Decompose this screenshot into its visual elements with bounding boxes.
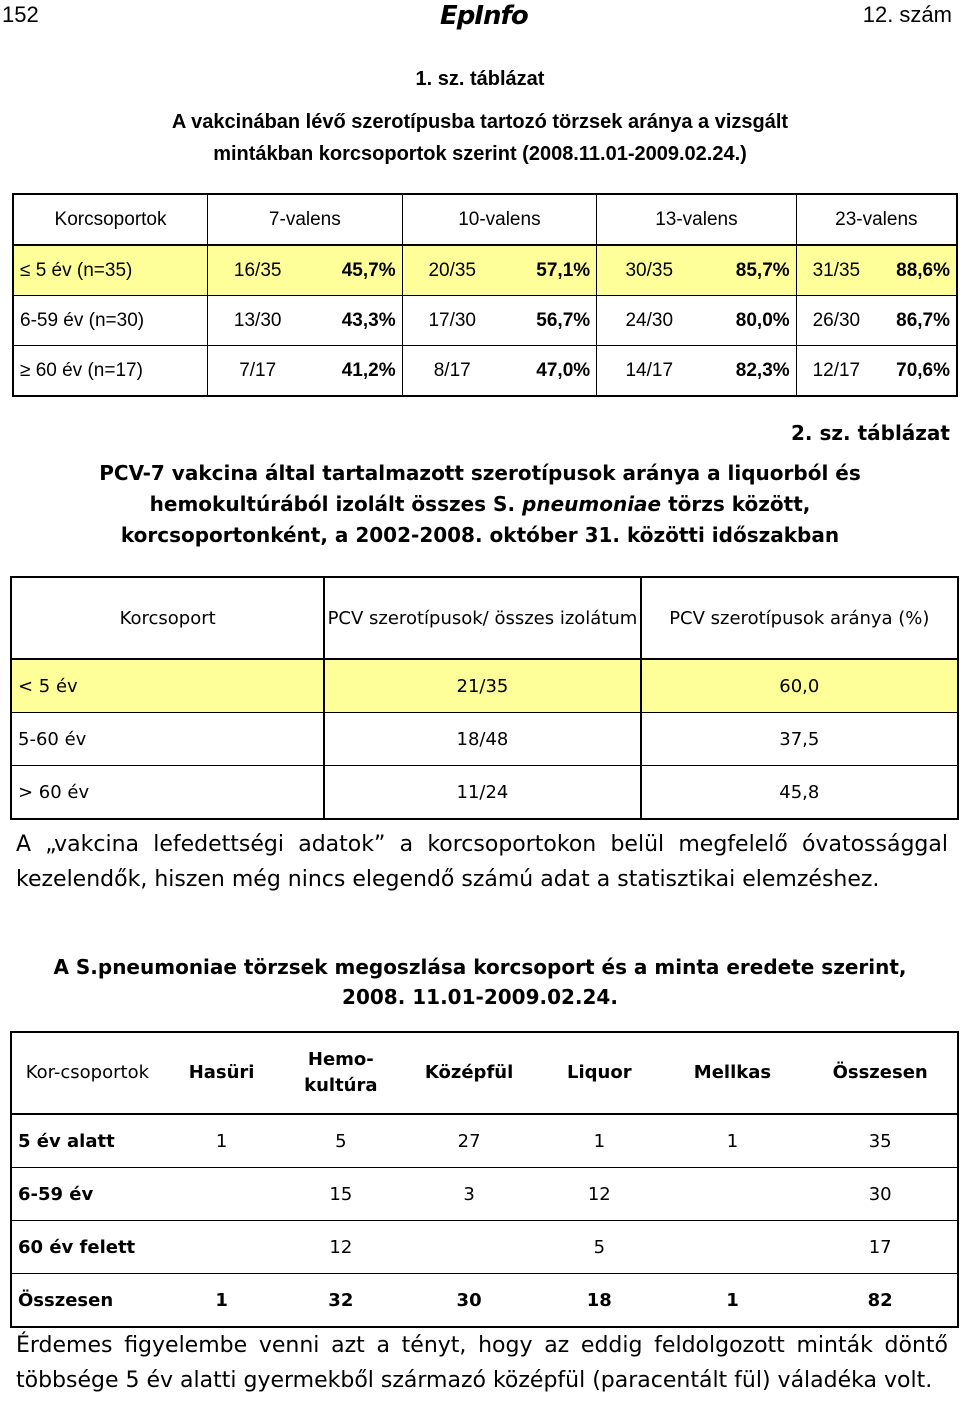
table-cell: 88,6%	[876, 245, 957, 296]
table-cell: 17/30	[402, 296, 502, 346]
table1-header-cell: Korcsoportok	[13, 194, 208, 245]
table-cell: 86,7%	[876, 296, 957, 346]
table-cell: 12/17	[812, 359, 861, 381]
journal-logo: EpInfo	[440, 1, 528, 31]
row-label: Összesen	[18, 1289, 114, 1311]
row-label: 60 év felett	[11, 1221, 163, 1274]
table-cell: 35	[803, 1114, 958, 1168]
table-row	[11, 659, 958, 713]
table-cell: 57,1%	[502, 245, 597, 296]
table2-header-cell: PCV szerotípusok aránya (%)	[641, 577, 958, 659]
table-row	[13, 346, 957, 397]
table-cell: 7/17	[239, 359, 277, 381]
table-cell: 1	[662, 1114, 804, 1168]
table-row	[11, 713, 958, 766]
table-row	[13, 296, 957, 346]
row-label: 5 év alatt	[11, 1114, 163, 1168]
table1-header-cell: 7-valens	[208, 194, 403, 245]
table-cell: 17	[803, 1221, 958, 1274]
table3-header-cell: Hasüri	[163, 1032, 281, 1114]
table-cell	[163, 1221, 281, 1274]
paragraph-1: A „vakcina lefedettségi adatok” a korcsoportokon belül megfelelő óvatossággal kezelendők, hiszen még nincs elegendő számú adat a statisztikai elemzéshez.	[16, 832, 948, 892]
table2	[10, 576, 959, 820]
species-name: pneumoniae	[522, 492, 662, 516]
table3-header-cell: Középfül	[401, 1032, 537, 1114]
table-cell: 3	[401, 1168, 537, 1221]
issue-number: 12. szám	[862, 2, 952, 27]
table-cell: 45,7%	[307, 245, 402, 296]
title-text: hemokultúrából izolált összes S.	[149, 492, 523, 516]
table-cell: 80,0%	[701, 296, 796, 346]
row-label: 6-59 év (n=30)	[13, 296, 208, 346]
table-cell: 24/30	[597, 296, 702, 346]
table2-number: 2. sz. táblázat	[790, 421, 950, 445]
table-cell: 45,8	[641, 766, 958, 820]
row-label: ≥ 60 év (n=17)	[13, 346, 208, 397]
table2-title-line1: PCV-7 vakcina által tartalmazott szerotípusok aránya a liquorból és	[99, 461, 861, 485]
table-cell: 1	[537, 1114, 662, 1168]
table1-header-row	[13, 194, 957, 245]
table-cell: 30	[456, 1289, 482, 1311]
row-label: 5-60 év	[11, 713, 324, 766]
table-cell: 30/35	[597, 245, 702, 296]
table-cell: 32	[328, 1289, 354, 1311]
table-cell: 82	[867, 1289, 893, 1311]
table-cell: 5	[537, 1221, 662, 1274]
table1-header-cell: 23-valens	[796, 194, 957, 245]
paragraph-2: Érdemes figyelembe venni azt a tényt, hogy az eddig feldolgozott minták döntő többsége 5 év alatti gyermekből származó középfül (paracentált fül) váladéka volt.	[16, 1333, 948, 1393]
table-cell: 30	[803, 1168, 958, 1221]
table3-header-cell: Mellkas	[662, 1032, 804, 1114]
table1-header-cell: 10-valens	[402, 194, 597, 245]
row-label: 6-59 év	[11, 1168, 163, 1221]
table-cell: 16/35	[208, 245, 308, 296]
table2-header-cell: Korcsoport	[11, 577, 324, 659]
table-cell: 27	[401, 1114, 537, 1168]
table3	[10, 1031, 959, 1328]
table-row	[13, 245, 957, 296]
table-cell: 60,0	[641, 659, 958, 713]
table-cell: 26/30	[796, 296, 876, 346]
table-cell: 1	[215, 1289, 228, 1311]
table2-header-cell: PCV szerotípusok/ összes izolátum	[324, 577, 640, 659]
table3-title-line1: A S.pneumoniae törzsek megoszlása korcsoport és a minta eredete szerint,	[53, 955, 907, 979]
table-cell: 11/24	[324, 766, 640, 820]
table-cell: 5	[280, 1114, 401, 1168]
table1	[12, 193, 958, 397]
table-cell: 82,3%	[701, 346, 796, 397]
table2-title-line3: korcsoportonként, a 2002-2008. október 31. közötti időszakban	[120, 523, 840, 547]
table-cell: 12	[280, 1221, 401, 1274]
table-cell: 47,0%	[502, 346, 597, 397]
table-row	[11, 1168, 958, 1221]
table2-header-row	[11, 577, 958, 659]
table-cell: 70,6%	[896, 359, 950, 381]
table-cell: 21/35	[324, 659, 640, 713]
table-cell: 18	[586, 1289, 612, 1311]
table-cell: 13/30	[208, 296, 308, 346]
table-cell: 56,7%	[502, 296, 597, 346]
row-label: > 60 év	[18, 781, 90, 803]
page-number: 152	[2, 2, 39, 27]
table-cell: 37,5	[641, 713, 958, 766]
table-cell	[662, 1168, 804, 1221]
table-cell: 43,3%	[307, 296, 402, 346]
row-label: ≤ 5 év (n=35)	[13, 245, 208, 296]
table-cell	[163, 1168, 281, 1221]
table-row	[11, 1221, 958, 1274]
table-cell	[662, 1221, 804, 1274]
title-text: törzs között,	[661, 492, 811, 516]
table1-number: 1. sz. táblázat	[415, 68, 545, 90]
table-row	[11, 1114, 958, 1168]
table1-title-line1: A vakcinában lévő szerotípusba tartozó törzsek aránya a vizsgált	[171, 111, 789, 133]
table-cell: 12	[537, 1168, 662, 1221]
table-cell: 31/35	[796, 245, 876, 296]
table-cell: 15	[280, 1168, 401, 1221]
table3-header-cell: Hemo-kultúra	[280, 1032, 401, 1114]
table3-header-cell: Liquor	[537, 1032, 662, 1114]
table-cell: 41,2%	[307, 346, 402, 397]
table-row-total	[11, 1274, 958, 1328]
table3-header-row	[11, 1032, 958, 1114]
table-cell: 1	[726, 1289, 739, 1311]
table3-header-cell: Összesen	[803, 1032, 958, 1114]
table1-header-cell: 13-valens	[597, 194, 797, 245]
table-cell: 8/17	[433, 359, 471, 381]
row-label: < 5 év	[11, 659, 324, 713]
table-cell: 14/17	[625, 359, 674, 381]
table-cell: 20/35	[402, 245, 502, 296]
table3-header-cell: Kor-csoportok	[11, 1032, 163, 1114]
table-cell: 1	[163, 1114, 281, 1168]
table2-title-line2	[0, 492, 960, 516]
table-row	[11, 766, 958, 820]
table1-title-line2: mintákban korcsoportok szerint (2008.11.01-2009.02.24.)	[213, 143, 747, 165]
table-cell: 18/48	[324, 713, 640, 766]
table3-title-line2: 2008. 11.01-2009.02.24.	[342, 985, 618, 1009]
table-cell	[401, 1221, 537, 1274]
table-cell: 85,7%	[701, 245, 796, 296]
